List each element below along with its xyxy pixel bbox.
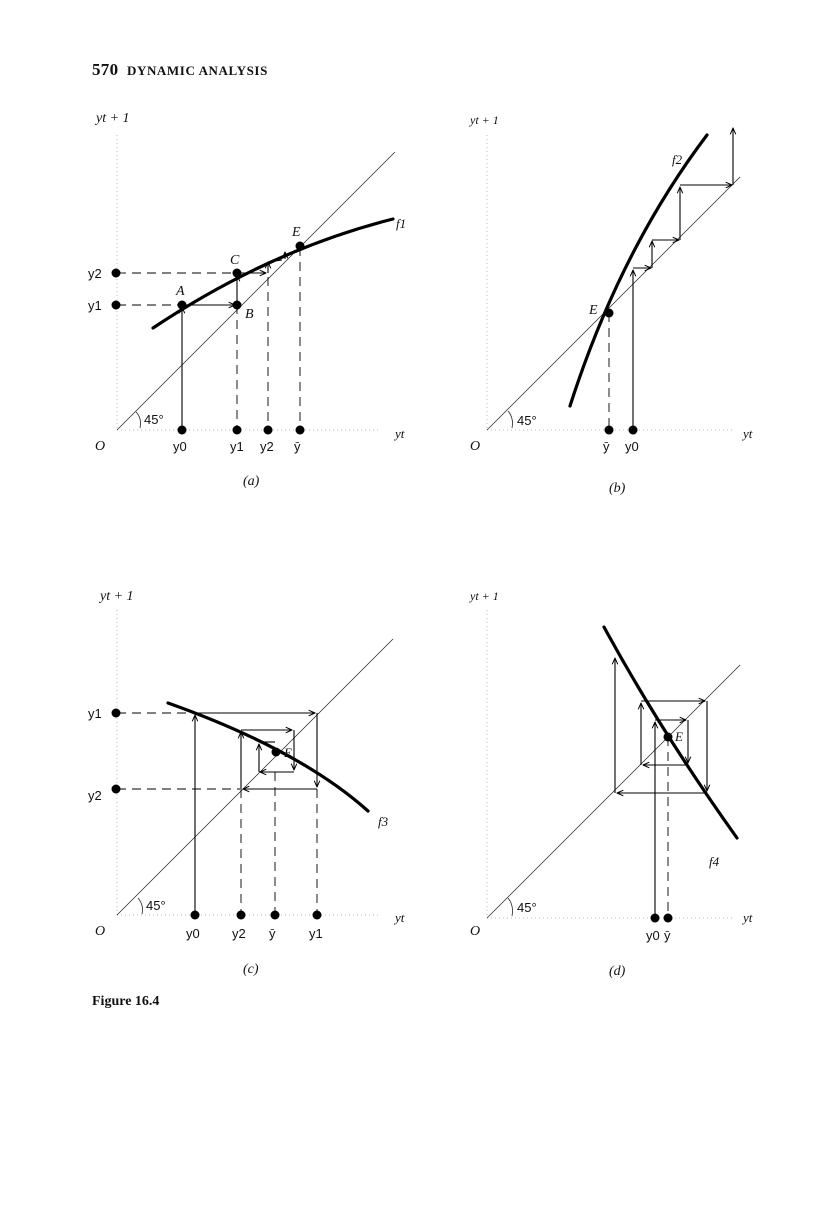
- panel-a-x-axis-label: yt: [395, 426, 405, 441]
- panel-a-point-A: [178, 301, 187, 310]
- panel-c-x-axis-label: yt: [395, 910, 405, 925]
- panel-a-caption: (a): [243, 474, 260, 489]
- panel-b-angle-arc: [508, 411, 513, 428]
- panel-a: [88, 111, 406, 489]
- panel-a-point-E: [296, 242, 305, 251]
- panel-a-label-C: C: [230, 253, 240, 268]
- panel-c-bottom-label-y2: y2: [232, 926, 246, 941]
- panel-c-label-E: E: [284, 745, 292, 760]
- panel-c-point-E: [272, 748, 281, 757]
- panel-a-left-label-y2: y2: [88, 266, 102, 281]
- panel-b-origin-label: O: [470, 439, 481, 454]
- panel-b-x-axis-label: yt: [743, 426, 753, 441]
- panel-c-left-dot-y1: [112, 709, 121, 718]
- panel-b-curve-label: f2: [672, 152, 683, 167]
- panel-c: [88, 589, 405, 977]
- panel-b-45-line: [487, 177, 740, 430]
- panel-d-bottom-dot-y0: [651, 914, 660, 923]
- panel-c-angle-arc: [138, 898, 143, 914]
- panel-c-curve-f3: [168, 703, 368, 811]
- panel-d-bottom-label-ybar: ȳ: [664, 928, 671, 943]
- panel-b-bottom-dot-y0: [629, 426, 638, 435]
- panel-a-bottom-dot-y0: [178, 426, 187, 435]
- panel-d-point-E: [664, 733, 673, 742]
- panel-c-bottom-label-y1: y1: [309, 926, 323, 941]
- panel-c-left-label-y1: y1: [88, 706, 102, 721]
- panel-b-caption: (b): [609, 481, 626, 496]
- page-number: 570: [92, 60, 119, 79]
- panel-c-bottom-label-ybar: ȳ: [269, 926, 276, 941]
- panel-a-bottom-label-y0: y0: [173, 439, 187, 454]
- panel-a-bottom-dot-y2: [264, 426, 273, 435]
- panel-b-bottom-label-y0: y0: [625, 439, 639, 454]
- panel-a-bottom-label-ybar: ȳ: [294, 439, 301, 454]
- panel-d-angle-label: 45°: [517, 900, 537, 915]
- panel-b: [469, 113, 753, 496]
- panel-d-curve-label: f4: [709, 854, 720, 869]
- panel-a-angle-arc: [136, 412, 141, 428]
- panel-b-bottom-label-ybar: ȳ: [603, 439, 610, 454]
- panel-a-left-dot-y2: [112, 269, 121, 278]
- panel-c-bottom-dot-y2: [237, 911, 246, 920]
- panel-d-label-E: E: [675, 729, 683, 744]
- panel-c-bottom-dot-y1: [313, 911, 322, 920]
- running-title: DYNAMIC ANALYSIS: [126, 63, 268, 78]
- panel-a-point-B: [233, 301, 242, 310]
- figure-caption: Figure 16.4: [92, 994, 160, 1009]
- panel-c-angle-label: 45°: [146, 898, 166, 913]
- panel-b-bottom-dot-ybar: [605, 426, 614, 435]
- panel-b-angle-label: 45°: [517, 413, 537, 428]
- panel-c-bottom-dot-ybar: [271, 911, 280, 920]
- panel-a-origin-label: O: [95, 439, 106, 454]
- panel-d-bottom-label-y0: y0: [646, 928, 660, 943]
- panel-c-caption: (c): [243, 962, 259, 977]
- panel-a-label-A: A: [176, 284, 185, 299]
- panel-a-label-E: E: [292, 225, 301, 240]
- panel-a-angle-label: 45°: [144, 412, 164, 427]
- panel-a-bottom-label-y1: y1: [230, 439, 244, 454]
- panel-b-point-E: [605, 309, 614, 318]
- panel-a-bottom-dot-ybar: [296, 426, 305, 435]
- panel-c-bottom-label-y0: y0: [186, 926, 200, 941]
- panel-a-left-label-y1: y1: [88, 298, 102, 313]
- panel-c-origin-label: O: [95, 924, 106, 939]
- panel-b-label-E: E: [589, 303, 598, 318]
- panel-c-left-label-y2: y2: [88, 788, 102, 803]
- panel-a-bottom-dot-y1: [233, 426, 242, 435]
- panel-d-caption: (d): [609, 964, 626, 979]
- panel-d-angle-arc: [508, 898, 513, 916]
- panel-d-bottom-dot-ybar: [664, 914, 673, 923]
- panel-c-bottom-dot-y0: [191, 911, 200, 920]
- panel-c-y-axis-label: yt + 1: [100, 589, 134, 604]
- panel-a-45-line: [117, 152, 395, 430]
- panel-d-y-axis-label: yt + 1: [470, 589, 499, 603]
- panel-a-left-dot-y1: [112, 301, 121, 310]
- panel-b-y-axis-label: yt + 1: [470, 113, 499, 127]
- panel-b-curve-f2: [570, 135, 707, 406]
- panel-d-origin-label: O: [470, 924, 481, 939]
- panel-c-45-line: [117, 639, 393, 915]
- panel-c-curve-label: f3: [378, 814, 389, 829]
- panel-a-point-C: [233, 269, 242, 278]
- panel-a-label-B: B: [245, 307, 254, 322]
- panel-c-left-dot-y2: [112, 785, 121, 794]
- panel-a-bottom-label-y2: y2: [260, 439, 274, 454]
- panel-a-curve-f1: [153, 219, 393, 328]
- panel-d-curve-f4: [604, 627, 737, 838]
- panel-d-45-line: [487, 665, 740, 918]
- panel-d: [469, 589, 753, 979]
- panel-a-y-axis-label: yt + 1: [96, 111, 130, 126]
- panel-d-x-axis-label: yt: [743, 910, 753, 925]
- panel-a-curve-label: f1: [396, 216, 407, 231]
